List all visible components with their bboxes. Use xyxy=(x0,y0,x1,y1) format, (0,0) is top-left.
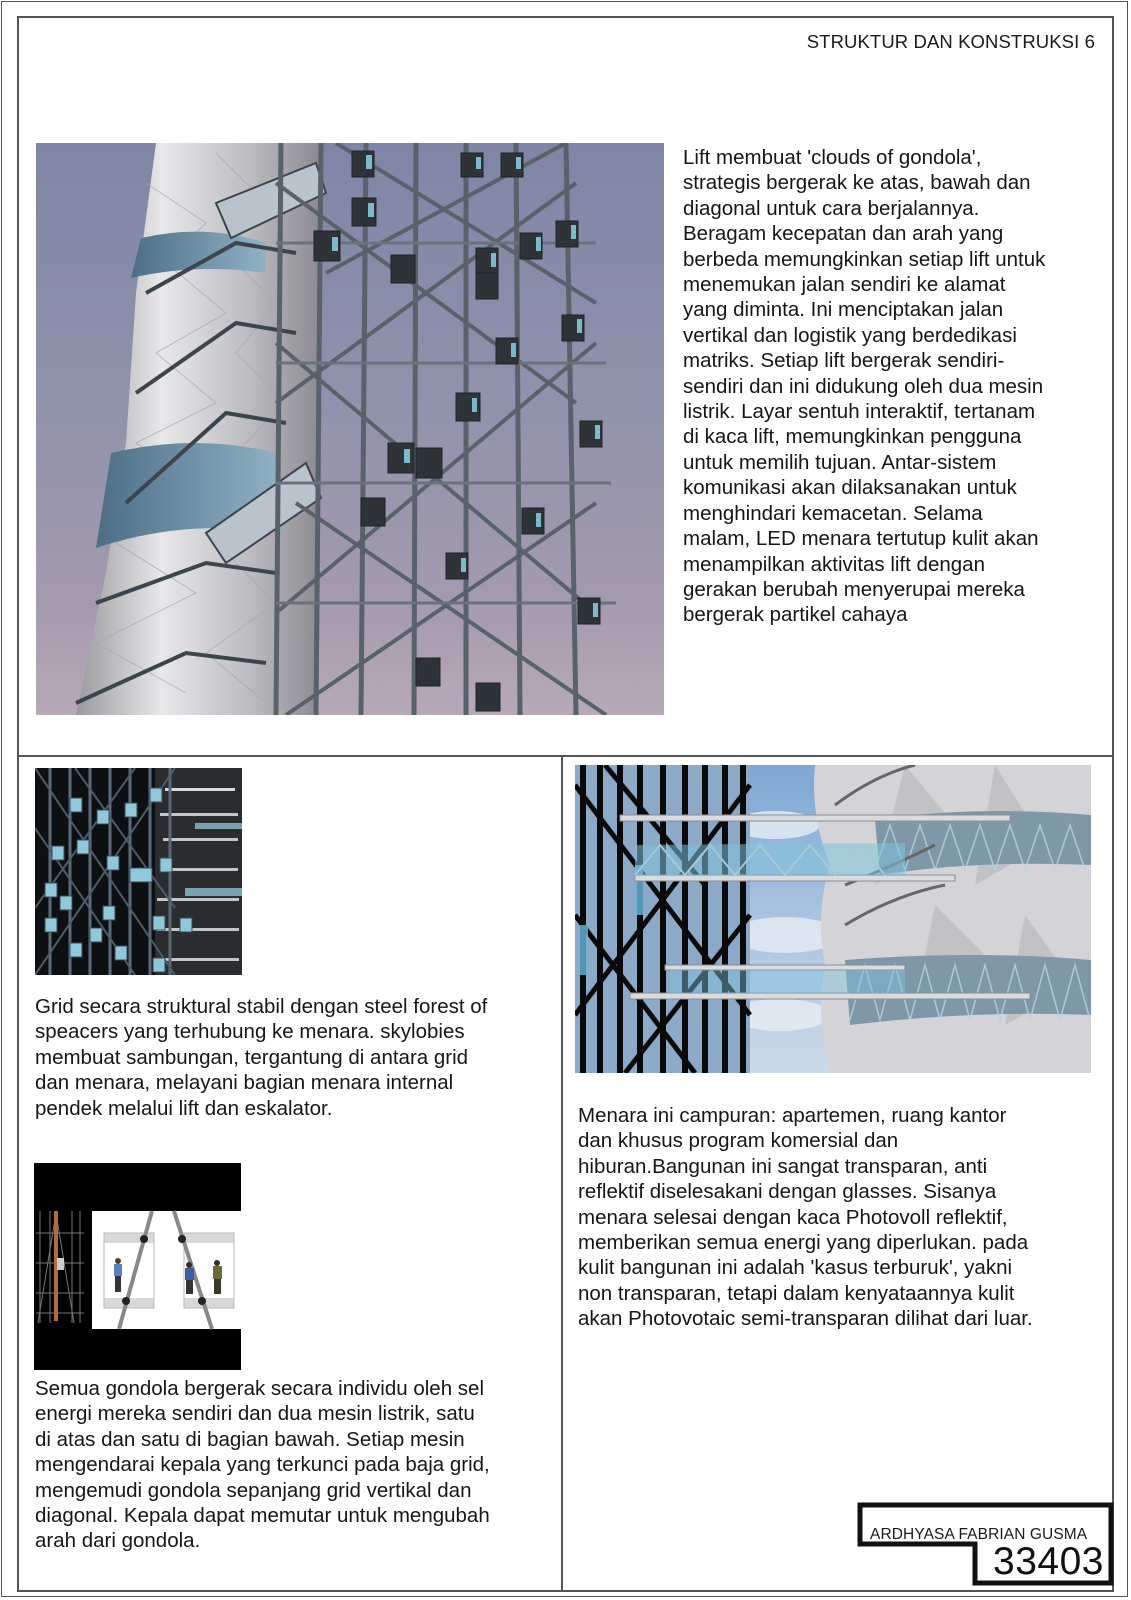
text-line: hiburan.Bangunan ini sangat transparan, anti xyxy=(578,1154,988,1178)
text-line: bergerak partikel cahaya xyxy=(683,603,908,627)
top-description xyxy=(683,145,1103,628)
author-name: ARDHYASA FABRIAN GUSMA xyxy=(870,1526,1088,1543)
text-line: mengendarai kepala yang terkunci pada baja grid, xyxy=(35,1453,490,1477)
text-line: menara selesai dengan kaca Photovoll reflektif, xyxy=(578,1205,1008,1229)
text-line: Menara ini campuran: apartemen, ruang kantor xyxy=(578,1104,1007,1127)
text-line: menghindari kemacetan. Selama xyxy=(683,501,983,525)
text-line: untuk memilih tujuan. Antar-sistem xyxy=(683,450,997,474)
text-line: non transparan, tetapi dalam kenyataannya kulit xyxy=(578,1281,1015,1305)
gondola-section-diagram-image xyxy=(34,1163,241,1370)
text-line: matriks. Setiap lift bergerak sendiri- xyxy=(683,349,1005,373)
gondola-description xyxy=(35,1376,560,1554)
text-line: diagonal. Kepala dapat memutar untuk mengubah xyxy=(35,1504,490,1528)
text-line: Grid secara struktural stabil dengan steel forest of xyxy=(35,995,488,1018)
skylobby-render-image xyxy=(575,765,1091,1073)
text-line: akan Photovotaic semi-transparan dilihat dari luar. xyxy=(578,1307,1033,1331)
text-line: yang diminta. Ini menciptakan jalan xyxy=(683,298,1004,322)
night-grid-render-image xyxy=(35,768,242,975)
text-line: membuat sambungan, tergantung di antara grid xyxy=(35,1045,469,1069)
grid-description xyxy=(35,994,560,1121)
text-line: Semua gondola bergerak secara individu oleh sel xyxy=(35,1377,485,1400)
tower-program-description xyxy=(578,1103,1108,1332)
text-line: malam, LED menara tertutup kulit akan xyxy=(683,527,1039,551)
text-line: menemukan jalan sendiri ke alamat xyxy=(683,273,1006,297)
text-line: dan menara, melayani bagian menara internal xyxy=(35,1071,454,1095)
text-line: speacers yang terhubung ke menara. skylobies xyxy=(35,1020,465,1044)
text-line: gerakan berubah menyerupai mereka xyxy=(683,577,1025,601)
text-line: pendek melalui lift dan eskalator. xyxy=(35,1096,333,1120)
main-tower-render-image xyxy=(36,143,664,715)
text-line: mengemudi gondola sepanjang grid vertikal dan xyxy=(35,1478,472,1502)
horizontal-divider xyxy=(17,755,1114,757)
text-line: diagonal untuk cara berjalannya. xyxy=(683,196,980,220)
text-line: sendiri dan ini didukung oleh dua mesin xyxy=(683,374,1044,398)
text-line: arah dari gondola. xyxy=(35,1529,201,1553)
page-title: STRUKTUR DAN KONSTRUKSI 6 xyxy=(806,31,1095,52)
text-line: kulit bangunan ini adalah 'kasus terburuk', yakni xyxy=(578,1256,1013,1280)
text-line: dan khusus program komersial dan xyxy=(578,1129,899,1153)
text-line: listrik. Layar sentuh interaktif, tertanam xyxy=(683,400,1036,424)
text-line: vertikal dan logistik yang berdedikasi xyxy=(683,323,1017,347)
night-grid-illustration xyxy=(35,768,242,975)
skylobby-illustration xyxy=(575,765,1091,1073)
text-line: strategis bergerak ke atas, bawah dan xyxy=(683,171,1031,195)
text-line: Lift membuat 'clouds of gondola', xyxy=(683,146,982,169)
vertical-divider xyxy=(561,756,563,1591)
text-line: di kaca lift, memungkinkan pengguna xyxy=(683,425,1022,449)
tower-render-illustration xyxy=(36,143,664,715)
text-line: energi mereka sendiri dan dua mesin listrik, satu xyxy=(35,1402,475,1426)
text-line: komunikasi akan dilaksanakan untuk xyxy=(683,476,1017,500)
text-line: Beragam kecepatan dan arah yang xyxy=(683,222,1004,246)
text-line: di atas dan satu di bagian bawah. Setiap mesin xyxy=(35,1427,465,1451)
text-line: reflektif diselesakani dengan glasses. Sisanya xyxy=(578,1180,997,1204)
text-line: menampilkan aktivitas lift dengan xyxy=(683,552,985,576)
author-id-number: 33403 xyxy=(993,1540,1104,1583)
text-line: memberikan semua energi yang diperlukan. pada xyxy=(578,1231,1029,1255)
gondola-diagram-illustration xyxy=(34,1163,241,1370)
text-line: berbeda memungkinkan setiap lift untuk xyxy=(683,247,1046,271)
